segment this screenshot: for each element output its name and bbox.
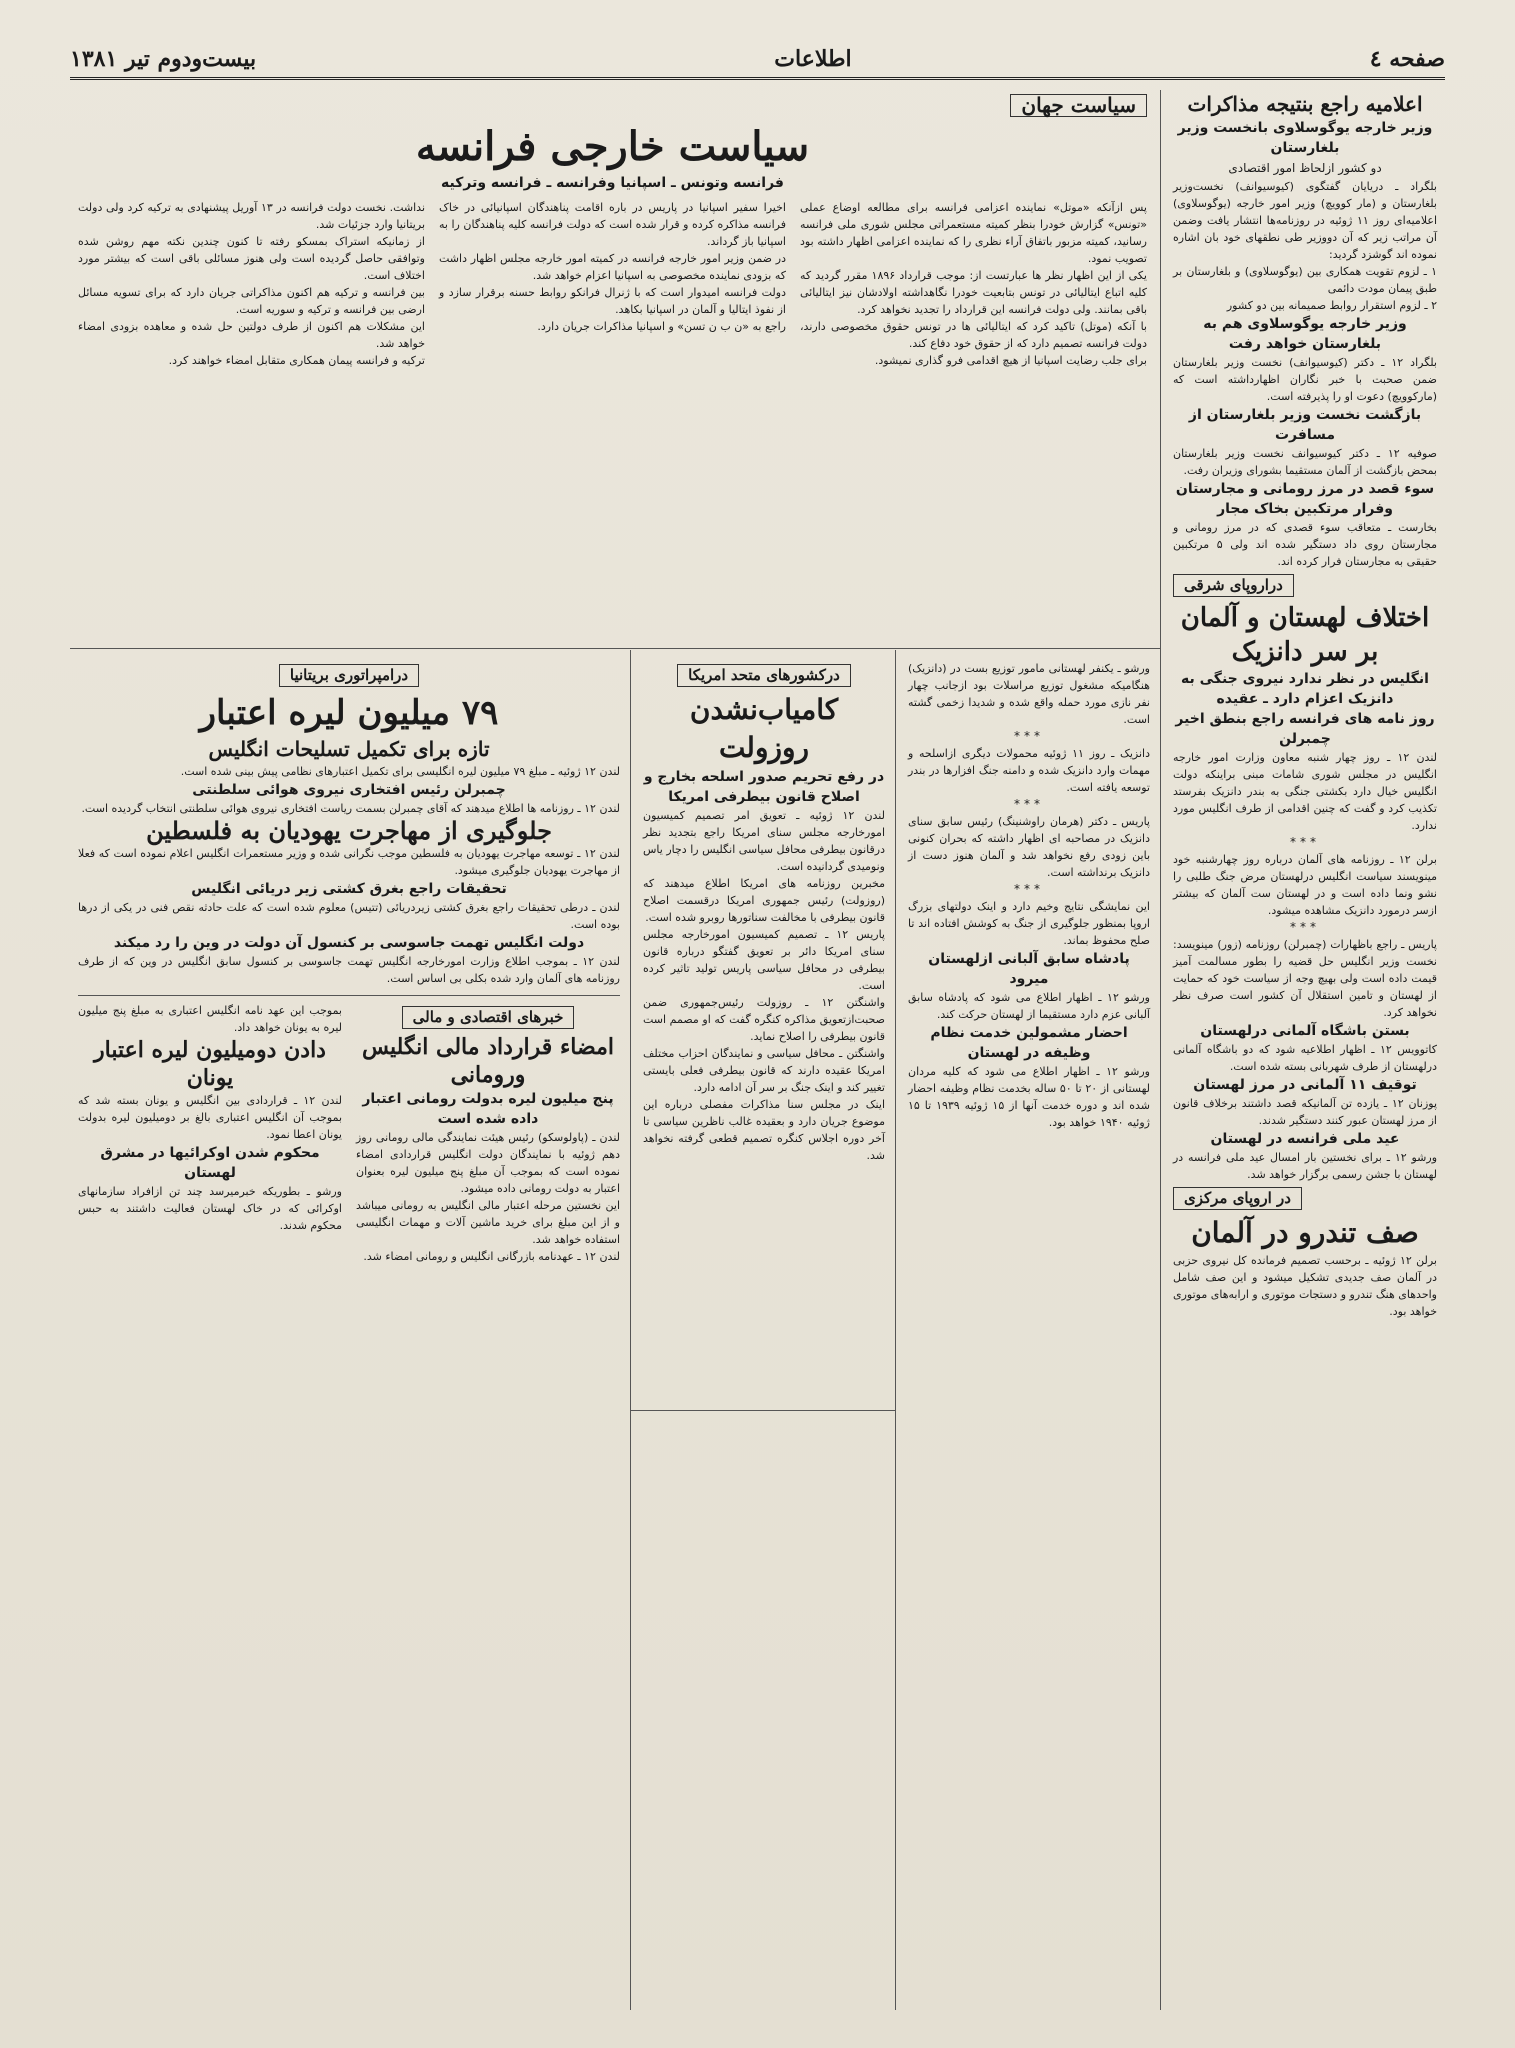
- world-politics-block: [70, 90, 1155, 645]
- article-heading: تحقیقات راجع بغرق کشتی زیر دریائی انگلیس: [191, 881, 507, 897]
- subhead: وزیر خارجه یوگوسلاوی بانخست وزیر بلغارستان: [1177, 120, 1433, 156]
- separator: ***: [1014, 882, 1044, 896]
- deck: فرانسه وتونس ـ اسپانیا وفرانسه ـ فرانسه وترکیه: [441, 175, 784, 191]
- article-heading: بستن باشگاه آلمانی درلهستان: [1200, 1023, 1410, 1039]
- separator: ***: [1014, 729, 1044, 743]
- article-body: لندن ۱۲ ـ بموجب اطلاع وزارت امورخارجه انگلیس تهمت جاسوسی بر کنسول سابق انگلیس در وین که از طرف روزنامه های آلمان وارد شده بکلی بی اساس است.: [78, 955, 620, 985]
- article-heading: احضار مشمولین خدمت نظام وظیفه در لهستان: [930, 1025, 1128, 1061]
- article-body: کاتوویس ۱۲ ـ اظهار اطلاعیه شود که دو باشگاه آلمانی درلهستان از طرف شهربانی بسته شده است.: [1173, 1043, 1437, 1073]
- article-heading: عید ملی فرانسه در لهستان: [1210, 1131, 1400, 1147]
- section-tag: درامپراتوری بریتانیا: [279, 664, 419, 687]
- headline: اعلامیه راجع بنتیجه مذاکرات: [1187, 92, 1423, 116]
- article-body: لندن ۱۲ ژوئیه ـ تعویق امر تصمیم کمیسیون امورخارجه مجلس سنای امریکا راجع بتجدید نظر درقانون بیطرفی محافل سیاسی انگلیس را دچار یاس ونومیدی گردانیده است. مخبرین روزنامه های امریکا اطلاع میدهند که (روزولت) رئیس جمهوری امریکا درقسمت اصلاح قانون بیطرفی با مخالفت سناتورها روبرو شده است. پاریس ۱۲ ـ تصمیم کمیسیون امورخارجه مجلس سنای امریکا دائر بر تعویق گفتگو درباره قانون بیطرفی در محافل سیاسی پاریس تولید تاثیر کرده است. واشنگتن ۱۲ ـ روزولت رئیس‌جمهوری ضمن صحبت‌ازتعویق مذاکره کنگره گفت که او مصمم است قانون بیطرفی را اصلاح نماید. واشنگتن ـ محافل سیاسی و نمایندگان احزاب مختلف امریکا عقیده دارند که قانون بیطرفی فعلی بایستی تغییر کند و اینک جنگ بر سر آن ادامه دارد. اینک در مجلس سنا مذاکرات مفصلی درباره این موضوع جریان دارد و بعقیده غالب ناظرین سیاسی تا آخر دوره اجلاس کنگره تصمیم قطعی گرفته نخواهد شد.: [643, 809, 886, 1162]
- article-body: بخارست ـ متعاقب سوء قصدی که در مرز رومانی و مجارستان روی داد دستگیر شده اند ولی ۵ مرتکبین حقیقی به مجارستان فرار کرده اند.: [1173, 521, 1438, 568]
- article-heading: پادشاه سابق آلبانی ازلهستان میرود: [928, 951, 1130, 987]
- article-body: ورشو ۱۲ ـ اظهار اطلاع می شود که پادشاه سابق آلبانی عزم دارد مستقیما از لهستان حرکت کند.: [908, 991, 1150, 1021]
- article-body: لندن ۱۲ ـ قراردادی بین انگلیس و یونان بسته شد که بموجب آن انگلیس اعتباری بالغ بر دومیلیون لیره بدولت یونان اعطا نمود.: [78, 1094, 342, 1141]
- article-body: لندن ۱۲ ژوئیه ـ مبلغ ۷۹ میلیون لیره انگلیسی برای تکمیل اعتبارهای نظامی پیش بینی شده است.: [180, 765, 620, 778]
- article-body: پاریس ـ راجع باظهارات (چمبرلن) روزنامه (زور) مینویسد: نخست وزیر انگلیس حل قضیه را بطور مسالمت آمیز قیمت داده است ولی بهیچ وجه از سیاست خود که حمایت از لهستان و تامین استقلال آن کشور است صرف نظر نخواهد کرد.: [1173, 938, 1437, 1019]
- headline: امضاء قرارداد مالی انگلیس ورومانی: [362, 1034, 614, 1088]
- article-body: دانزیک ـ روز ۱۱ ژوئیه محمولات دیگری ازاسلحه و مهمات وارد دانزیک شده و دامنه جنگ افزارها در بندر توسعه یافته است.: [908, 747, 1151, 794]
- separator: ***: [1014, 797, 1044, 811]
- subhead: دو کشور ازلحاظ امور اقتصادی: [1228, 161, 1382, 175]
- section-tag: سیاست جهان: [1010, 94, 1147, 117]
- deck: روز نامه های فرانسه راجع بنطق اخیر چمبرلن: [1175, 711, 1435, 747]
- article-body: لندن ۱۲ ـ توسعه مهاجرت یهودیان به فلسطین موجب نگرانی شده و وزیر مستعمرات انگلیس اعلام نموده است که فعلا از مهاجرت یهودیان جلوگیری میشود.: [78, 847, 620, 877]
- deck: اصلاح قانون بیطرفی امریکا: [668, 789, 860, 805]
- article-body: ورشو ۱۲ ـ برای نخستین بار امسال عید ملی فرانسه در لهستان با جشن رسمی برگزار خواهد شد.: [1173, 1151, 1438, 1181]
- article-heading: بازگشت نخست وزیر بلغارستان از مسافرت: [1188, 407, 1422, 443]
- article-body: صوفیه ۱۲ ـ دکتر کیوسیوانف نخست وزیر بلغارستان بمحض بازگشت از آلمان مستقیما بشورای وزیران رفت.: [1173, 447, 1437, 477]
- article-column: پس ازآنکه «موتل» نماینده اعزامی فرانسه برای مطالعه اوضاع عملی «تونس» گزارش خودرا بنظر کمیته مستعمراتی مجلس شوری ملی فرانسه رسانید، کمیته مزبور باتفاق آراء نظری را که نماینده اعزامی اظهار داشته بود تصویب نمود. یکی از این اظهار نظر ها عبارتست از: موجب قرارداد ۱۸۹۶ مقرر گردید که کلیه اتباع ایتالیائی در تونس بتابعیت خودرا نگاهداشته اولادشان نیز ایتالیائی باقی بمانند. ولی دولت فرانسه این قرارداد را تجدید نخواهد کرد. با آنکه (موتل) تاکید کرد که ایتالیائی ها در تونس حقوق مخصوصی دارند، دولت فرانسه تصمیم دارد که از حقوق خود دفاع کند. برای جلب رضایت اسپانیا از هیچ اقدامی فرو گذاری نمیشود.: [800, 201, 1147, 367]
- article-body: ورشو ۱۲ ـ اظهار اطلاع می شود که کلیه مردان لهستانی از ۲۰ تا ۵۰ ساله بخدمت نظام وظیفه احضار شده اند و دوره خدمت آنها از ۱۵ ژوئیه ۱۹۳۹ تا ۱۵ ژوئیه ۱۹۴۰ خواهد بود.: [908, 1065, 1151, 1129]
- issue-date: بیست‌ودوم تیر ۱۳۸۱: [70, 45, 257, 72]
- article-column: اخیرا سفیر اسپانیا در پاریس در باره اقامت پناهندگان اسپانیائی در خاک فرانسه مذاکره کرده و قرار شده است که دولت فرانسه کلیه پناهندگان را به اسپانیا باز گرداند. در ضمن وزیر امور خارجه فرانسه در کمیته امور خارجه مجلس اظهار داشت که بزودی نماینده مخصوصی به اسپانیا اعزام خواهد شد. دولت فرانسه امیدوار است که با ژنرال فرانکو روابط حسنه برقرار سازد و از نفوذ ایتالیا و آلمان در اسپانیا بکاهد. راجع به «ن ب ن تسن» و اسپانیا مذاکرات جریان دارد.: [439, 201, 786, 333]
- paper-name: اطلاعات: [774, 45, 852, 72]
- deck: پنج میلیون لیره بدولت رومانی اعتبار داده شده است: [362, 1091, 614, 1127]
- section-tag: خبرهای اقتصادی و مالی: [402, 1006, 575, 1029]
- column-rule: [1160, 90, 1161, 2010]
- section-tag: درکشورهای متحد امریکا: [677, 664, 851, 687]
- big-headline: اختلاف لهستان و آلمان بر سر دانزیک: [1180, 603, 1430, 667]
- article-heading: محکوم شدن اوکرائیها در مشرق لهستان: [100, 1145, 320, 1181]
- column-rule: [895, 650, 896, 2010]
- article-body: برلن ۱۲ ژوئیه ـ برحسب تصمیم فرمانده کل نیروی حزبی در آلمان صف جدیدی تشکیل میشود و این صف شامل واحدهای هنگ تندرو و دستجات موتوری و ارابه‌های موتوری خواهد بود.: [1173, 1254, 1437, 1318]
- deck: تازه برای تکمیل تسلیحات انگلیس: [208, 737, 490, 761]
- masthead: [70, 40, 1445, 80]
- headline: سیاست خارجی فرانسه: [415, 123, 810, 170]
- article-heading: جلوگیری از مهاجرت یهودیان به فلسطین: [146, 816, 552, 845]
- headline: کامیاب‌نشدن روزولت: [689, 693, 839, 764]
- deck: در رفع تحریم صدور اسلحه بخارج و: [643, 769, 885, 785]
- britain-column: [70, 660, 628, 2000]
- article-heading: وزیر خارجه یوگوسلاوی هم به بلغارستان خواهد رفت: [1203, 316, 1407, 352]
- article-heading: چمبرلن رئیس افتخاری نیروی هوائی سلطنتی: [192, 782, 506, 798]
- article-heading: دولت انگلیس تهمت جاسوسی بر کنسول آن دولت در وین را رد میکند: [113, 935, 585, 951]
- america-column: [635, 660, 893, 2000]
- page-number: صفحه ٤: [1369, 45, 1445, 72]
- section-tag: دراروپای شرقی: [1173, 574, 1294, 597]
- article-body: لندن ۱۲ ـ روز چهار شنبه معاون وزارت امور خارجه انگلیس در مجلس شوری شامات مبنی براینکه دولت انگلیس خیال دارد بکشتی جنگی به بندر دانزیک بفرستد تکذیب کرد و گفت که چنین اقدامی از طرف انگلیس مورد ندارد.: [1173, 751, 1437, 832]
- section-tag: در اروپای مرکزی: [1173, 1187, 1302, 1210]
- article-body: ورشو ـ یکنفر لهستانی مامور توزیع بست در (دانزیک) هنگامیکه مشغول توزیع مراسلات بود ازجانب چهار نفر نازی مورد حمله واقع شده و شدیدا زخمی گشته است.: [908, 662, 1150, 726]
- article-body: پاریس ـ دکتر (هرمان راوشنینگ) رئیس سابق سنای دانزیک در مصاحبه ای اظهار داشته که بحران کنونی باین زودی رفع نخواهد شد و آلمان هنوز دست از دانزیک برنداشته است.: [908, 815, 1150, 879]
- article-body: لندن ـ درطی تحقیقات راجع بغرق کشتی زیردریائی (تتیس) معلوم شده است که علت حادثه نقص فنی در یکی از درها بوده است.: [78, 901, 620, 931]
- article-heading: توقیف ۱۱ آلمانی در مرز لهستان: [1193, 1077, 1417, 1093]
- article-body: بلگراد ـ دریایان گفتگوی (کیوسیوانف) نخست‌وزیر بلغارستان و (مار کوویچ) وزیر امور خارجه (یوگوسلاوی) اعلامیه‌ای روز ۱۱ ژوئیه در روزنامه‌ها انتشار یافت وضمن آن مراتب زیر که آن دووزیر طی نطقهای خود بان اشاره نموده اند گوشزد گردید: ۱ ـ لزوم تقویت همکاری بین (یوگوسلاوی) و بلغارستان بر طبق پیمان مودت دائمی ۲ ـ لزوم استقرار روابط صمیمانه بین دو کشور: [1173, 180, 1437, 312]
- article-body: بلگراد ۱۲ ـ دکتر (کیوسیوانف) نخست وزیر بلغارستان ضمن صحبت با خبر نگاران اظهارداشته است که (مارکوویچ) دعوت او را پذیرفته است.: [1173, 356, 1437, 403]
- right-column: [1165, 90, 1445, 2010]
- headline: دادن دومیلیون لیره اعتبار یونان: [94, 1037, 326, 1091]
- article-body: بموجب این عهد نامه انگلیس اعتباری به مبلغ پنج میلیون لیره به یونان خواهد داد.: [78, 1004, 342, 1034]
- column-rule: [630, 650, 631, 2010]
- section-rule: [70, 648, 1160, 649]
- separator: ***: [1290, 920, 1320, 934]
- article-heading: سوء قصد در مرز رومانی و مجارستان وفرار مرتکبین بخاک مجار: [1175, 481, 1435, 517]
- article-column: نداشت. نخست دولت فرانسه در ۱۳ آوریل پیشنهادی به ترکیه کرد ولی دولت بریتانیا وارد جزئیات شد. از زمانیکه استراک بمسکو رفته تا کنون چندین نکته مهم روشن شده وتوافقی حاصل گردیده است ولی هنوز مسائلی باقی است که بیشتر مورد اختلاف است. بین فرانسه و ترکیه هم اکنون مذاکراتی جریان دارد که برای تسویه مسائل ارضی بین فرانسه و ترکیه و سوریه است. این مشکلات هم اکنون از طرف دولتین حل شده و معاهده بزودی امضاء خواهد شد. ترکیه و فرانسه پیمان همکاری متقابل امضاء خواهند کرد.: [78, 201, 426, 367]
- article-body: برلن ۱۲ ـ روزنامه های آلمان درباره روز چهارشنبه خود مینویسند سیاست انگلیس درلهستان مرض جنگ طلبی را نشو ونما داده است و در لهستان ست آلمان که بیشتر ازسر درمورد دانزیک مشاهده میشود.: [1173, 853, 1437, 917]
- big-headline: صف تندرو در آلمان: [1191, 1216, 1419, 1249]
- article-body: لندن ـ (پاولوسکو) رئیس هیئت نمایندگی مالی رومانی روز دهم ژوئیه با نمایندگان دولت انگلیس قراردادی امضاء نموده است که بموجب آن مبلغ پنج میلیون لیره بعنوان اعتبار به دولت رومانی داده میشود. این نخستین مرحله اعتبار مالی انگلیس به رومانی میباشد و از این مبلغ برای خرید ماشین آلات و مهمات انگلیسی استفاده خواهد شد. لندن ۱۲ ـ عهدنامه بازرگانی انگلیس و رومانی امضاء شد.: [356, 1131, 620, 1263]
- article-body: پوزنان ۱۲ ـ یازده تن آلمانیکه قصد داشتند برخلاف قانون از مرز لهستان عبور کنند دستگیر شدند.: [1173, 1097, 1438, 1127]
- middle-right-column: [900, 660, 1158, 2000]
- headline: ۷۹ میلیون لیره اعتبار: [199, 693, 499, 733]
- article-body: ورشو ـ بطوریکه خبرمیرسد چند تن ازافراد سازمانهای اوکرائی که در خاک لهستان فعالیت داشتند به حبس محکوم شدند.: [78, 1185, 342, 1232]
- article-body: این نمایشگی نتایج وخیم دارد و اینک دولتهای بزرگ اروپا بمنظور جلوگیری از جنگ به کوشش افتاده اند تا صلح محفوظ بماند.: [908, 900, 1150, 947]
- deck: انگلیس در نظر ندارد نیروی جنگی به دانزیک اعزام دارد ـ عقیده: [1181, 671, 1429, 707]
- separator: ***: [1290, 835, 1320, 849]
- article-body: لندن ۱۲ ـ روزنامه ها اطلاع میدهند که آقای چمبرلن بسمت ریاست افتخاری نیروی هوائی سلطنتی انتخاب گردیده است.: [81, 802, 620, 815]
